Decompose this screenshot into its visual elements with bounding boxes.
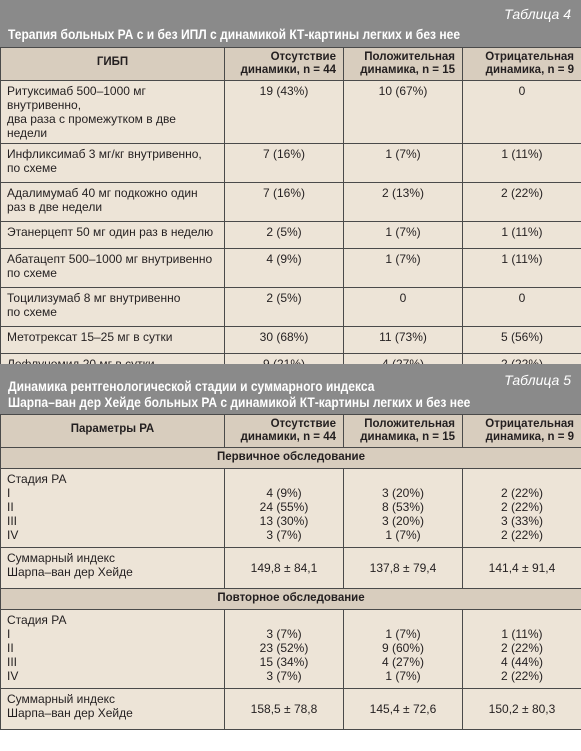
therapy-table: [0, 47, 581, 378]
value-cell: 149,8 ± 84,1: [225, 548, 344, 589]
table-row: [1, 183, 581, 222]
value-cell: 30 (68%): [225, 327, 344, 354]
table-title: Динамика рентгенологической стадии и суммарного индекса Шарпа–ван дер Хейде больных РА с динамикой КТ-картины легких и без нее: [8, 378, 471, 410]
value-cell: 2 (5%): [225, 288, 344, 327]
value-cell: 145,4 ± 72,6: [344, 689, 463, 730]
value-cell: 19 (43%): [225, 81, 344, 144]
stage-labels: Стадия РА I II III IV: [1, 610, 225, 689]
drug-cell: Ритуксимаб 500–1000 мг внутривенно, два раза с промежутком в две недели: [1, 81, 225, 144]
drug-cell: Тоцилизумаб 8 мг внутривенно по схеме: [1, 288, 225, 327]
column-header-parameters: Параметры РА: [1, 415, 225, 448]
column-header-positive: Положительная динамика, n = 15: [344, 415, 463, 448]
value-cell: 141,4 ± 91,4: [463, 548, 581, 589]
value-cell: 0: [344, 288, 463, 327]
value-cell: 137,8 ± 79,4: [344, 548, 463, 589]
stage-values-no-change: 4 (9%) 24 (55%) 13 (30%) 3 (7%): [225, 469, 344, 548]
table-title: Терапия больных РА с и без ИПЛ с динамикой КТ-картины легких и без нее: [8, 26, 461, 42]
table-number: Таблица 4: [504, 6, 571, 22]
value-cell: 2 (22%): [463, 183, 581, 222]
stage-row: [1, 610, 581, 689]
sum-index-row: [1, 548, 581, 589]
value-cell: 5 (56%): [463, 327, 581, 354]
value-cell: 2 (5%): [225, 222, 344, 249]
value-cell: 150,2 ± 80,3: [463, 689, 581, 730]
table-row: [1, 249, 581, 288]
column-header-positive: Положительная динамика, n = 15: [344, 48, 463, 81]
table-row: [1, 81, 581, 144]
drug-cell: Этанерцепт 50 мг один раз в неделю: [1, 222, 225, 249]
value-cell: 7 (16%): [225, 183, 344, 222]
table-4-header: [0, 0, 581, 47]
stage-values-positive: 3 (20%) 8 (53%) 3 (20%) 1 (7%): [344, 469, 463, 548]
radiology-table: [0, 414, 581, 730]
column-header-negative: Отрицательная динамика, n = 9: [463, 48, 581, 81]
value-cell: 2 (13%): [344, 183, 463, 222]
sum-index-label: Суммарный индекс Шарпа–ван дер Хейде: [1, 689, 225, 730]
column-header-no-change: Отсутствие динамики, n = 44: [225, 48, 344, 81]
stage-row: [1, 469, 581, 548]
stage-values-no-change: 3 (7%) 23 (52%) 15 (34%) 3 (7%): [225, 610, 344, 689]
section-row-primary: [1, 448, 581, 469]
value-cell: 7 (16%): [225, 144, 344, 183]
value-cell: 1 (7%): [344, 144, 463, 183]
value-cell: 1 (11%): [463, 249, 581, 288]
column-header-no-change: Отсутствие динамики, n = 44: [225, 415, 344, 448]
section-label: Повторное обследование: [1, 589, 581, 610]
column-header-drug: ГИБП: [1, 48, 225, 81]
table-5-header: [0, 364, 581, 414]
value-cell: 11 (73%): [344, 327, 463, 354]
section-label: Первичное обследование: [1, 448, 581, 469]
value-cell: 10 (67%): [344, 81, 463, 144]
table-row: [1, 144, 581, 183]
stage-values-negative: 2 (22%) 2 (22%) 3 (33%) 2 (22%): [463, 469, 581, 548]
value-cell: 4 (9%): [225, 249, 344, 288]
column-header-negative: Отрицательная динамика, n = 9: [463, 415, 581, 448]
table-row: [1, 288, 581, 327]
drug-cell: Инфликсимаб 3 мг/кг внутривенно, по схеме: [1, 144, 225, 183]
table-row: [1, 327, 581, 354]
value-cell: 158,5 ± 78,8: [225, 689, 344, 730]
drug-cell: Абатацепт 500–1000 мг внутривенно по схеме: [1, 249, 225, 288]
value-cell: 1 (7%): [344, 222, 463, 249]
value-cell: 1 (11%): [463, 222, 581, 249]
stage-values-negative: 1 (11%) 2 (22%) 4 (44%) 2 (22%): [463, 610, 581, 689]
table-row: [1, 222, 581, 249]
table-5: [0, 364, 581, 730]
value-cell: 0: [463, 81, 581, 144]
drug-cell: Метотрексат 15–25 мг в сутки: [1, 327, 225, 354]
sum-index-row: [1, 689, 581, 730]
section-row-repeat: [1, 589, 581, 610]
table-number: Таблица 5: [504, 372, 571, 388]
stage-labels: Стадия РА I II III IV: [1, 469, 225, 548]
drug-cell: Адалимумаб 40 мг подкожно один раз в две недели: [1, 183, 225, 222]
value-cell: 0: [463, 288, 581, 327]
sum-index-label: Суммарный индекс Шарпа–ван дер Хейде: [1, 548, 225, 589]
stage-values-positive: 1 (7%) 9 (60%) 4 (27%) 1 (7%): [344, 610, 463, 689]
value-cell: 1 (11%): [463, 144, 581, 183]
value-cell: 1 (7%): [344, 249, 463, 288]
